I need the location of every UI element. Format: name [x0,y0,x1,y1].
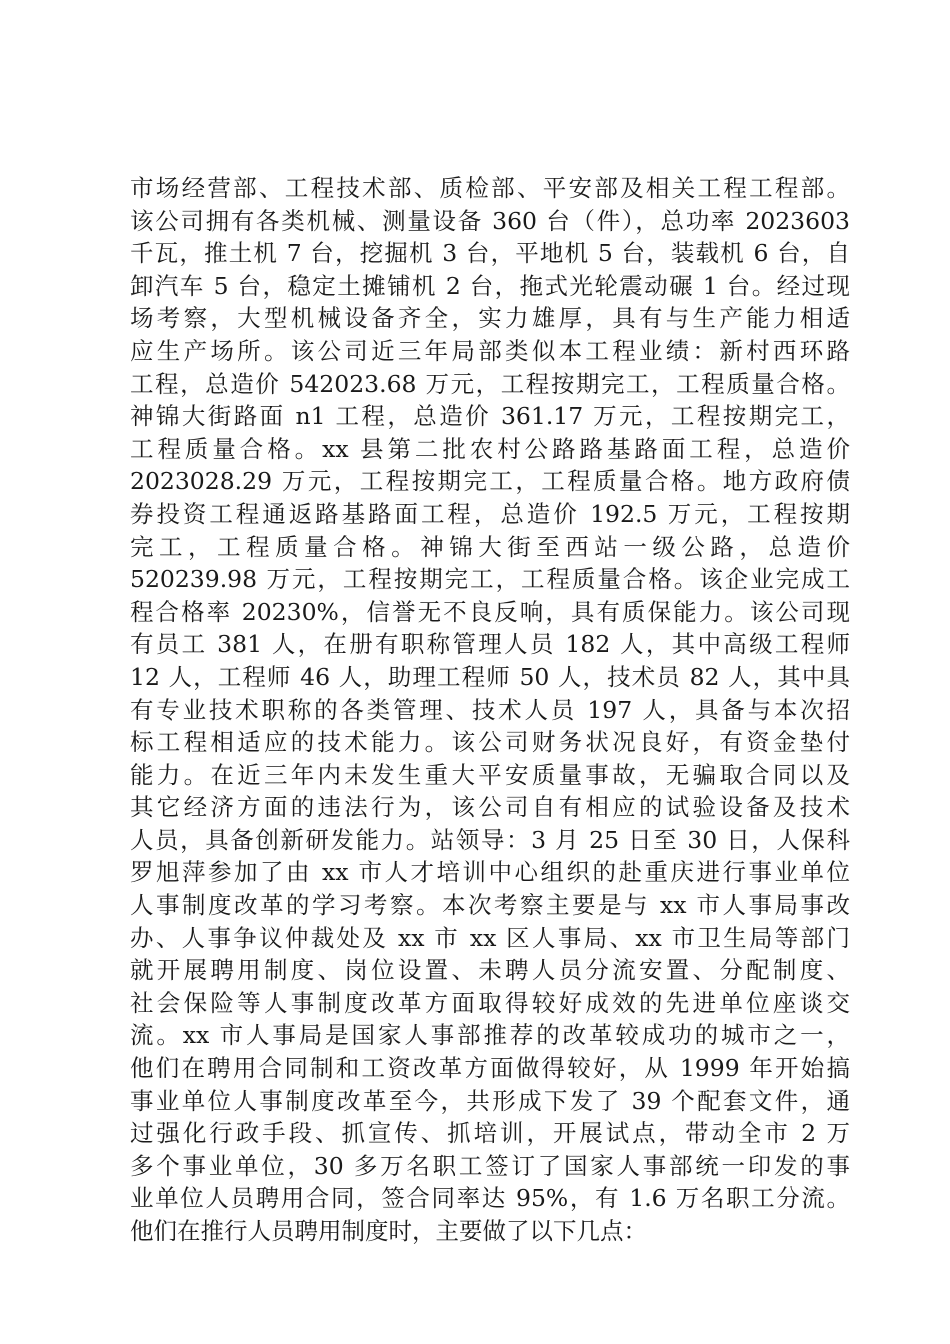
text-line: 社会保险等人事制度改革方面取得较好成效的先进单位座谈交 [130,988,850,1017]
text-line: 520239.98 万元，工程按期完工，工程质量合格。该企业完成工 [130,565,850,594]
text-line: 流。xx 市人事局是国家人事部推荐的改革较成功的城市之一， [130,1021,850,1050]
text-line: 市场经营部、工程技术部、质检部、平安部及相关工程工程部。 [130,174,850,202]
text-line: 多个事业单位，30 多万名职工签订了国家人事部统一印发的事 [130,1151,850,1180]
text-line: 他们在聘用合同制和工资改革方面做得较好，从 1999 年开始搞 [130,1054,850,1083]
text-line: 该公司拥有各类机械、测量设备 360 台（件），总功率 2023603 [130,206,850,235]
text-line: 完工，工程质量合格。神锦大街至西站一级公路，总造价 [130,532,850,561]
text-line: 办、人事争议仲裁处及 xx 市 xx 区人事局、xx 市卫生局等部门 [130,923,850,952]
text-line: 标工程相适应的技术能力。该公司财务状况良好，有资金垫付 [130,728,850,757]
text-line: 他们在推行人员聘用制度时，主要做了以下几点： [130,1217,647,1245]
body-paragraph [130,172,850,1248]
text-line: 千瓦，推土机 7 台，挖掘机 3 台，平地机 5 台，装载机 6 台，自 [130,239,850,268]
text-line: 工程，总造价 542023.68 万元，工程按期完工，工程质量合格。 [130,369,850,398]
text-line: 事业单位人事制度改革至今，共形成下发了 39 个配套文件，通 [130,1086,850,1115]
text-line: 有专业技术职称的各类管理、技术人员 197 人，具备与本次招 [130,695,850,724]
text-line: 工程质量合格。xx 县第二批农村公路路基路面工程，总造价 [130,434,850,463]
text-line: 过强化行政手段、抓宣传、抓培训，开展试点，带动全市 2 万 [130,1119,850,1148]
text-line: 神锦大街路面 n1 工程，总造价 361.17 万元，工程按期完工， [130,402,850,431]
text-line: 应生产场所。该公司近三年局部类似本工程业绩：新村西环路 [130,336,850,365]
text-line: 能力。在近三年内未发生重大平安质量事故，无骗取合同以及 [130,760,850,789]
text-line: 12 人，工程师 46 人，助理工程师 50 人，技术员 82 人，其中具 [130,662,850,691]
text-line: 罗旭萍参加了由 xx 市人才培训中心组织的赴重庆进行事业单位 [130,858,850,887]
text-line: 程合格率 20230%，信誉无不良反响，具有质保能力。该公司现 [130,597,850,626]
text-line: 业单位人员聘用合同，签合同率达 95%，有 1.6 万名职工分流。 [130,1184,850,1213]
text-line: 人员，具备创新研发能力。站领导：3 月 25 日至 30 日，人保科 [130,825,850,854]
text-line: 有员工 381 人，在册有职称管理人员 182 人，其中高级工程师 [130,630,850,659]
text-line: 场考察，大型机械设备齐全，实力雄厚，具有与生产能力相适 [130,304,850,333]
text-line: 就开展聘用制度、岗位设置、未聘人员分流安置、分配制度、 [130,956,850,985]
text-line: 卸汽车 5 台，稳定土摊铺机 2 台，拖式光轮震动碾 1 台。经过现 [130,271,850,300]
text-line: 其它经济方面的违法行为，该公司自有相应的试验设备及技术 [130,793,850,822]
text-line: 人事制度改革的学习考察。本次考察主要是与 xx 市人事局事改 [130,891,850,920]
text-line: 券投资工程通返路基路面工程，总造价 192.5 万元，工程按期 [130,499,850,528]
text-line: 2023028.29 万元，工程按期完工，工程质量合格。地方政府债 [130,467,850,496]
